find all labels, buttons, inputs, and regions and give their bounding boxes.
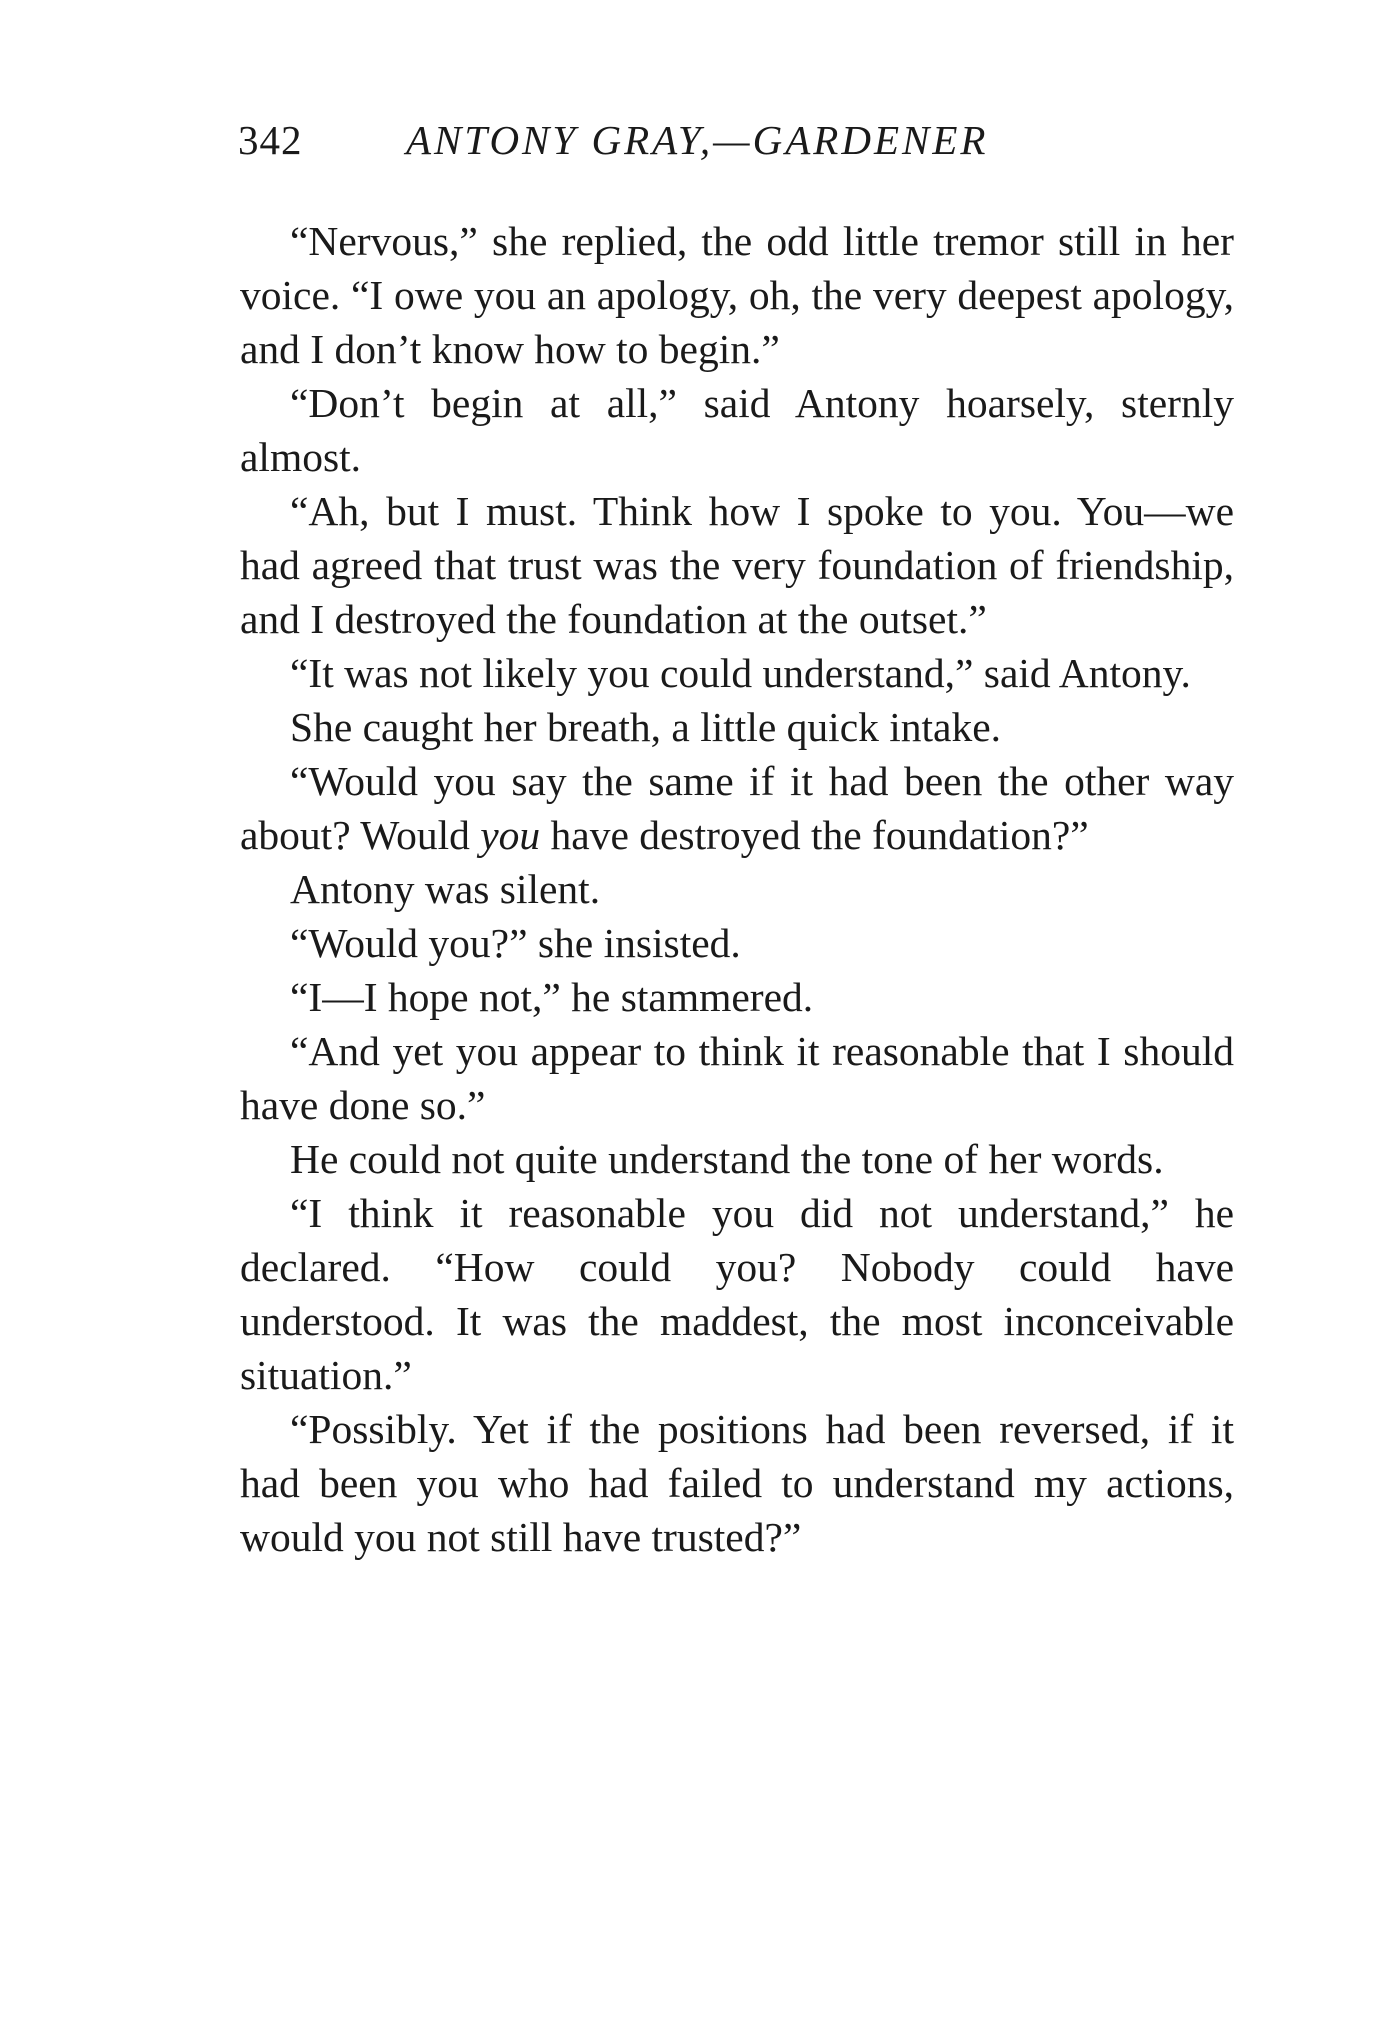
paragraph: She caught her breath, a little quick intake. [290,704,1002,750]
paragraph: “Nervous,” she replied, the odd little tremor still in her voice. “I owe you an apology, oh, the very deepest apology, and I don’t know how to begin.” [240,218,1234,372]
paragraph: Antony was silent. [290,866,601,912]
paragraph-text: “Would you say the same if it had been the other way about? Would [240,758,1234,858]
paragraph: “And yet you appear to think it reasonable that I should have done so.” [240,1028,1234,1128]
paragraph: He could not quite understand the tone of her words. [290,1136,1164,1182]
paragraph: “Don’t begin at all,” said Antony hoarsely, sternly almost. [240,380,1234,480]
page-number: 342 [238,117,303,163]
paragraph: “Ah, but I must. Think how I spoke to you. You—we had agreed that trust was the very foundation of friendship, and I destroyed the foundation at the outset.” [240,488,1234,642]
paragraph: “It was not likely you could understand,” said Antony. [290,650,1191,696]
body-text [240,214,1234,1564]
paragraph: “I—I hope not,” he stammered. [290,974,814,1020]
emphasized-word: you [480,812,541,858]
paragraph: “Possibly. Yet if the positions had been reversed, if it had been you who had failed to understand my actions, would you not still have trusted?” [240,1406,1234,1560]
paragraph: “I think it reasonable you did not understand,” he declared. “How could you? Nobody could have understood. It was the maddest, the most inconceivable situation.” [240,1190,1234,1398]
running-head [238,112,1238,168]
paragraph [240,754,1234,862]
running-title: ANTONY GRAY,—GARDENER [406,117,989,163]
paragraph: “Would you?” she insisted. [290,920,741,966]
paragraph-text: have destroyed the foundation?” [540,812,1089,858]
